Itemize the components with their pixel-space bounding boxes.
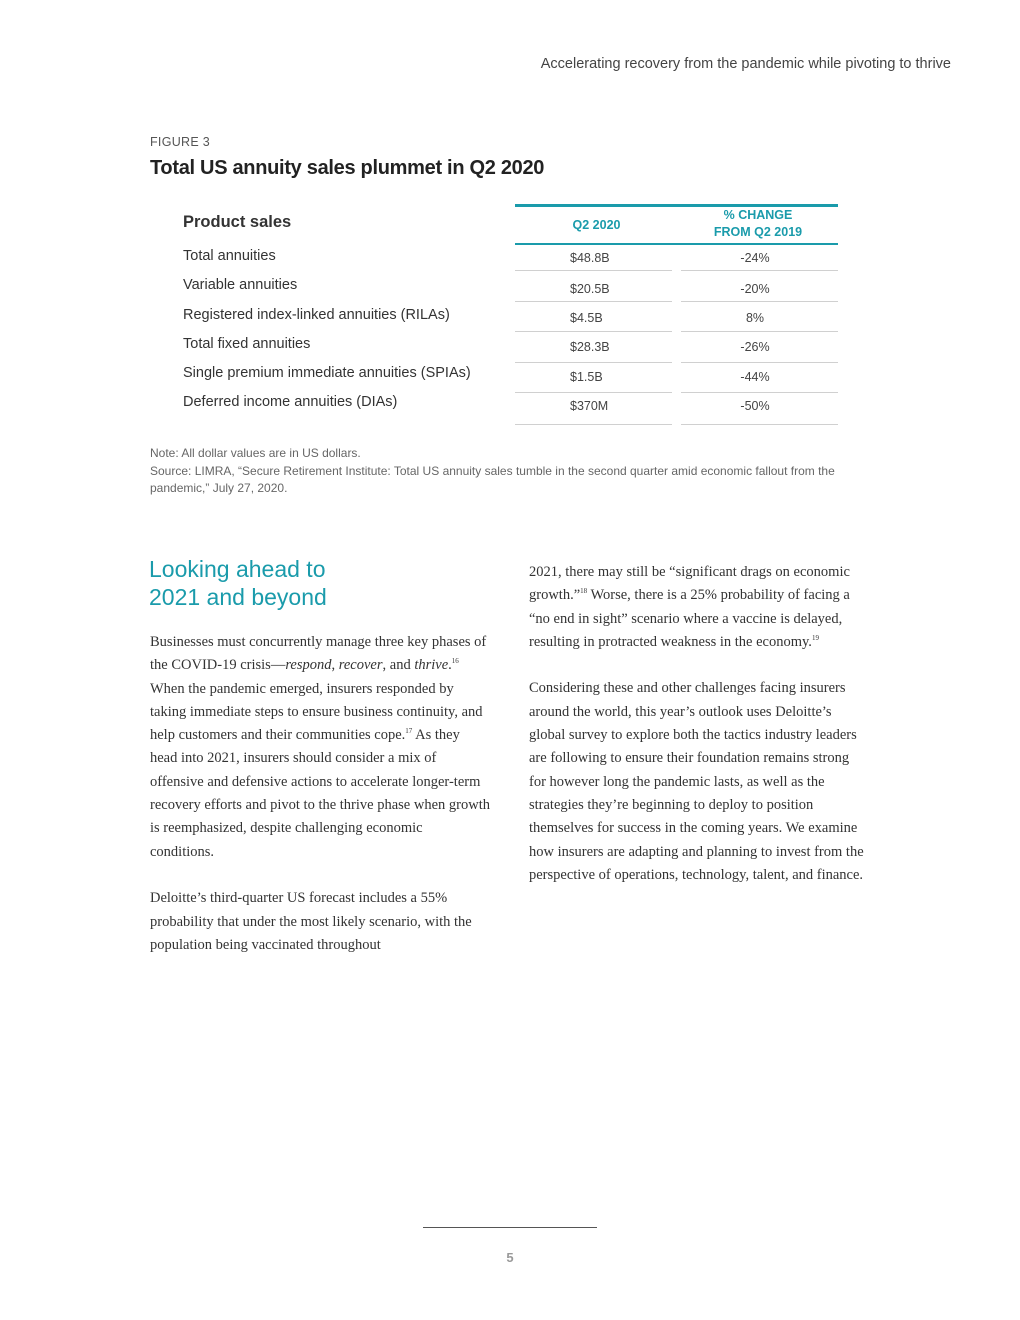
table-cell-change: -50% [740, 399, 770, 413]
figure-source: Source: LIMRA, “Secure Retirement Institute: Total US annuity sales tumble in the second quarter amid economic fallout from the pandemic,” July 27, 2020. [150, 464, 835, 495]
table-cell-q2: $28.3B [570, 340, 610, 354]
table-row-divider [681, 424, 838, 425]
table-row-label: Registered index-linked annuities (RILAs) [183, 307, 450, 323]
column-header-percent-change [678, 204, 838, 245]
column-header-q2-label: Q2 2020 [572, 218, 621, 232]
table-row-label: Variable annuities [183, 277, 298, 293]
table-cell-q2: $370M [570, 399, 609, 413]
table-row-label: Deferred income annuities (DIAs) [183, 394, 398, 410]
table-row-divider [681, 270, 838, 271]
body-paragraph: Considering these and other challenges facing insurers around the world, this year’s outlook uses Deloitte’s global survey to explore both the tactics industry leaders are following to ensure their foundation remains strong for however long the pandemic lasts, as well as the strategies they’re beginning to deploy to position themselves for success in the coming years. We examine how insurers are adapting and planning to invest from the perspective of operations, technology, talent, and finance. [529, 680, 864, 883]
footnote-ref: 18 [580, 587, 588, 596]
table-row-divider [681, 392, 838, 393]
table-row-divider [681, 331, 838, 332]
body-paragraph: 2021, there may still be “significant drags on economic growth.”$^{18}$ Worse, there is a 25% probability of facing a “no end in sight” scenario where a vaccine is delayed, resulting in protracted weakness in the economy.$^{19}$ [529, 564, 850, 650]
section-title-line1: Looking ahead to [149, 556, 326, 582]
table-cell-change: -26% [740, 340, 770, 354]
footer-divider [423, 1227, 597, 1228]
footnote-ref: 16 [451, 657, 459, 666]
table-row-divider [681, 362, 838, 363]
body-paragraph: Businesses must concurrently manage three key phases of the COVID-19 crisis—respond, recover, and thrive.$^{16}$ When the pandemic emerged, insurers responded by taking immediate steps to ensure business continuity, and help customers and their communities cope.$^{17}$ As they head into 2021, insurers should consider a mix of offensive and defensive actions to accelerate longer-term recovery efforts and pivot to the thrive phase when growth is reemphasized, despite challenging economic conditions. [150, 634, 490, 860]
table-row-divider [515, 392, 672, 393]
table-cell-q2: $1.5B [570, 370, 603, 384]
table-row-label: Total annuities [183, 248, 276, 264]
table-row-label: Single premium immediate annuities (SPIAs) [183, 365, 471, 381]
figure-note: Note: All dollar values are in US dollars. [150, 446, 361, 460]
table-cell-q2: $48.8B [570, 251, 610, 265]
table-row-label: Total fixed annuities [183, 336, 311, 352]
table-row-divider [681, 301, 838, 302]
table-row-divider [515, 270, 672, 271]
running-header: Accelerating recovery from the pandemic while pivoting to thrive [540, 56, 951, 72]
table-row-divider [515, 424, 672, 425]
footnote-ref: 17 [405, 727, 413, 736]
column-header-change-line1: % CHANGE [723, 208, 793, 222]
section-title [149, 555, 327, 611]
table-cell-change: 8% [745, 311, 765, 325]
column-header-change-label [678, 207, 838, 241]
figure-label: FIGURE 3 [150, 135, 211, 149]
table-cell-q2: $4.5B [570, 311, 603, 325]
table-cell-change: -24% [740, 251, 770, 265]
table-row-divider [515, 301, 672, 302]
table-cell-change: -44% [740, 370, 770, 384]
body-column-right [529, 561, 864, 910]
column-header-change-line2: FROM Q2 2019 [713, 225, 803, 239]
body-paragraph: Deloitte’s third-quarter US forecast includes a 55% probability that under the most likely scenario, with the population being vaccinated throughout [150, 890, 472, 953]
figure-title: Total US annuity sales plummet in Q2 2020 [150, 157, 545, 179]
table-cell-change: -20% [740, 282, 770, 296]
section-title-line2: 2021 and beyond [149, 584, 327, 610]
footnote-ref: 19 [811, 634, 819, 643]
table-row-heading: Product sales [183, 213, 292, 231]
page-number: 5 [506, 1250, 514, 1265]
table-cell-q2: $20.5B [570, 282, 610, 296]
table-row-divider [515, 331, 672, 332]
body-column-left [150, 631, 490, 980]
table-row-divider [515, 362, 672, 363]
column-header-q2-2020 [515, 204, 678, 245]
